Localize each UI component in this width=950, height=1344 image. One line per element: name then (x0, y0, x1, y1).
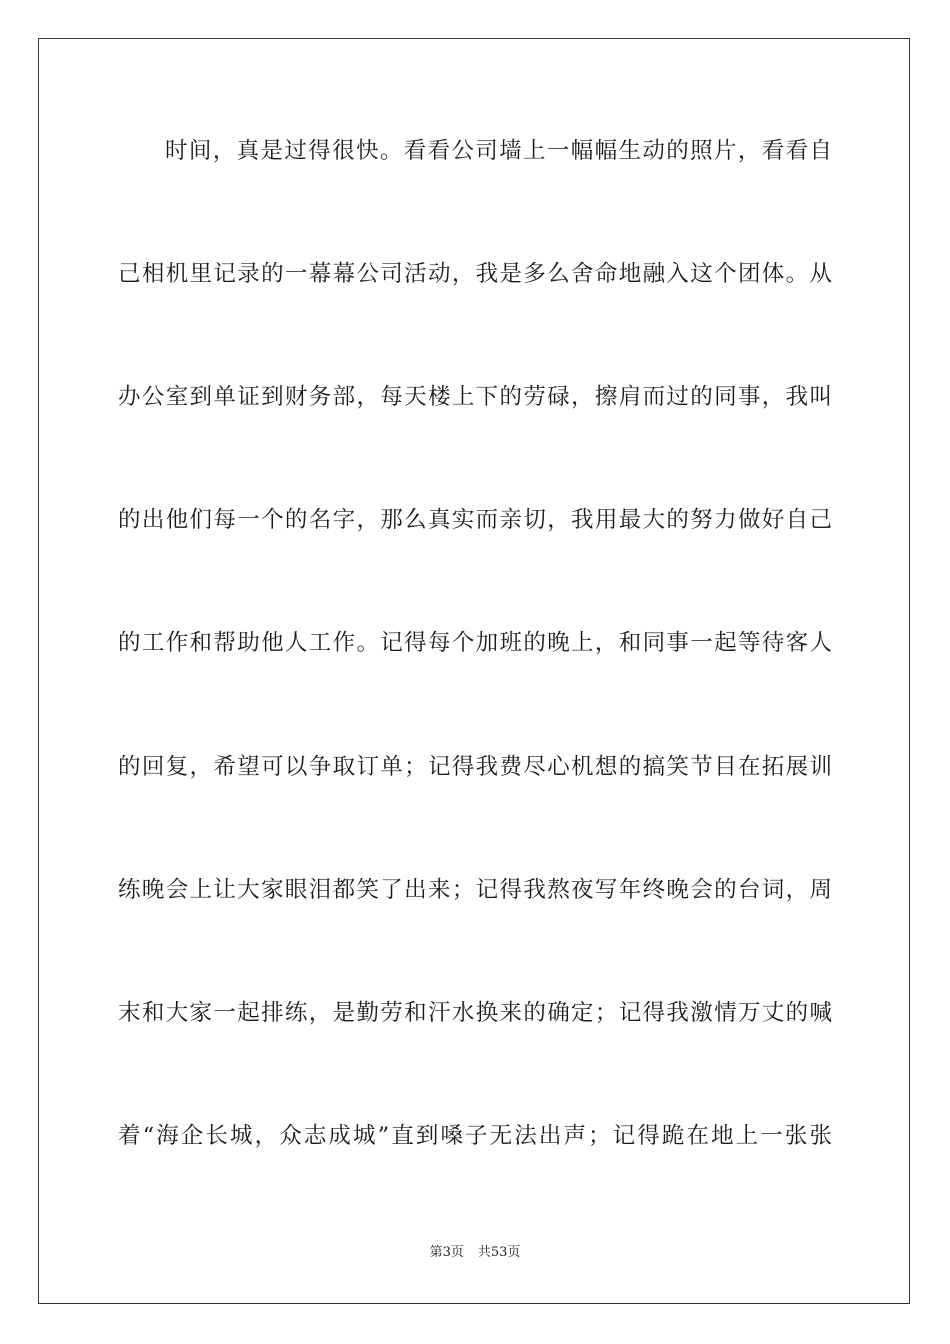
paragraph-line: 练晚会上让大家眼泪都笑了出来；记得我熬夜写年终晚会的台词，周 (118, 877, 832, 903)
paragraph-line: 时间，真是过得很快。看看公司墙上一幅幅生动的照片，看看自 (165, 138, 832, 164)
page-total: 共53页 (477, 1245, 521, 1260)
paragraph-line: 办公室到单证到财务部，每天楼上下的劳碌，擦肩而过的同事，我叫 (118, 384, 832, 410)
paragraph-line: 的出他们每一个的名字，那么真实而亲切，我用最大的努力做好自己 (118, 507, 832, 533)
page-border (38, 38, 910, 1304)
paragraph-line: 的回复，希望可以争取订单；记得我费尽心机想的搞笑节目在拓展训 (118, 754, 832, 780)
paragraph-line: 末和大家一起排练，是勤劳和汗水换来的确定；记得我激情万丈的喊 (118, 1000, 832, 1026)
paragraph-line: 己相机里记录的一幕幕公司活动，我是多么舍命地融入这个团体。从 (118, 261, 832, 287)
paragraph-line: 的工作和帮助他人工作。记得每个加班的晚上，和同事一起等待客人 (118, 630, 832, 656)
page-number: 第3页 (429, 1245, 464, 1260)
paragraph-line: 着“海企长城，众志成城”直到嗓子无法出声；记得跪在地上一张张 (118, 1123, 832, 1149)
page-footer (0, 1244, 950, 1262)
